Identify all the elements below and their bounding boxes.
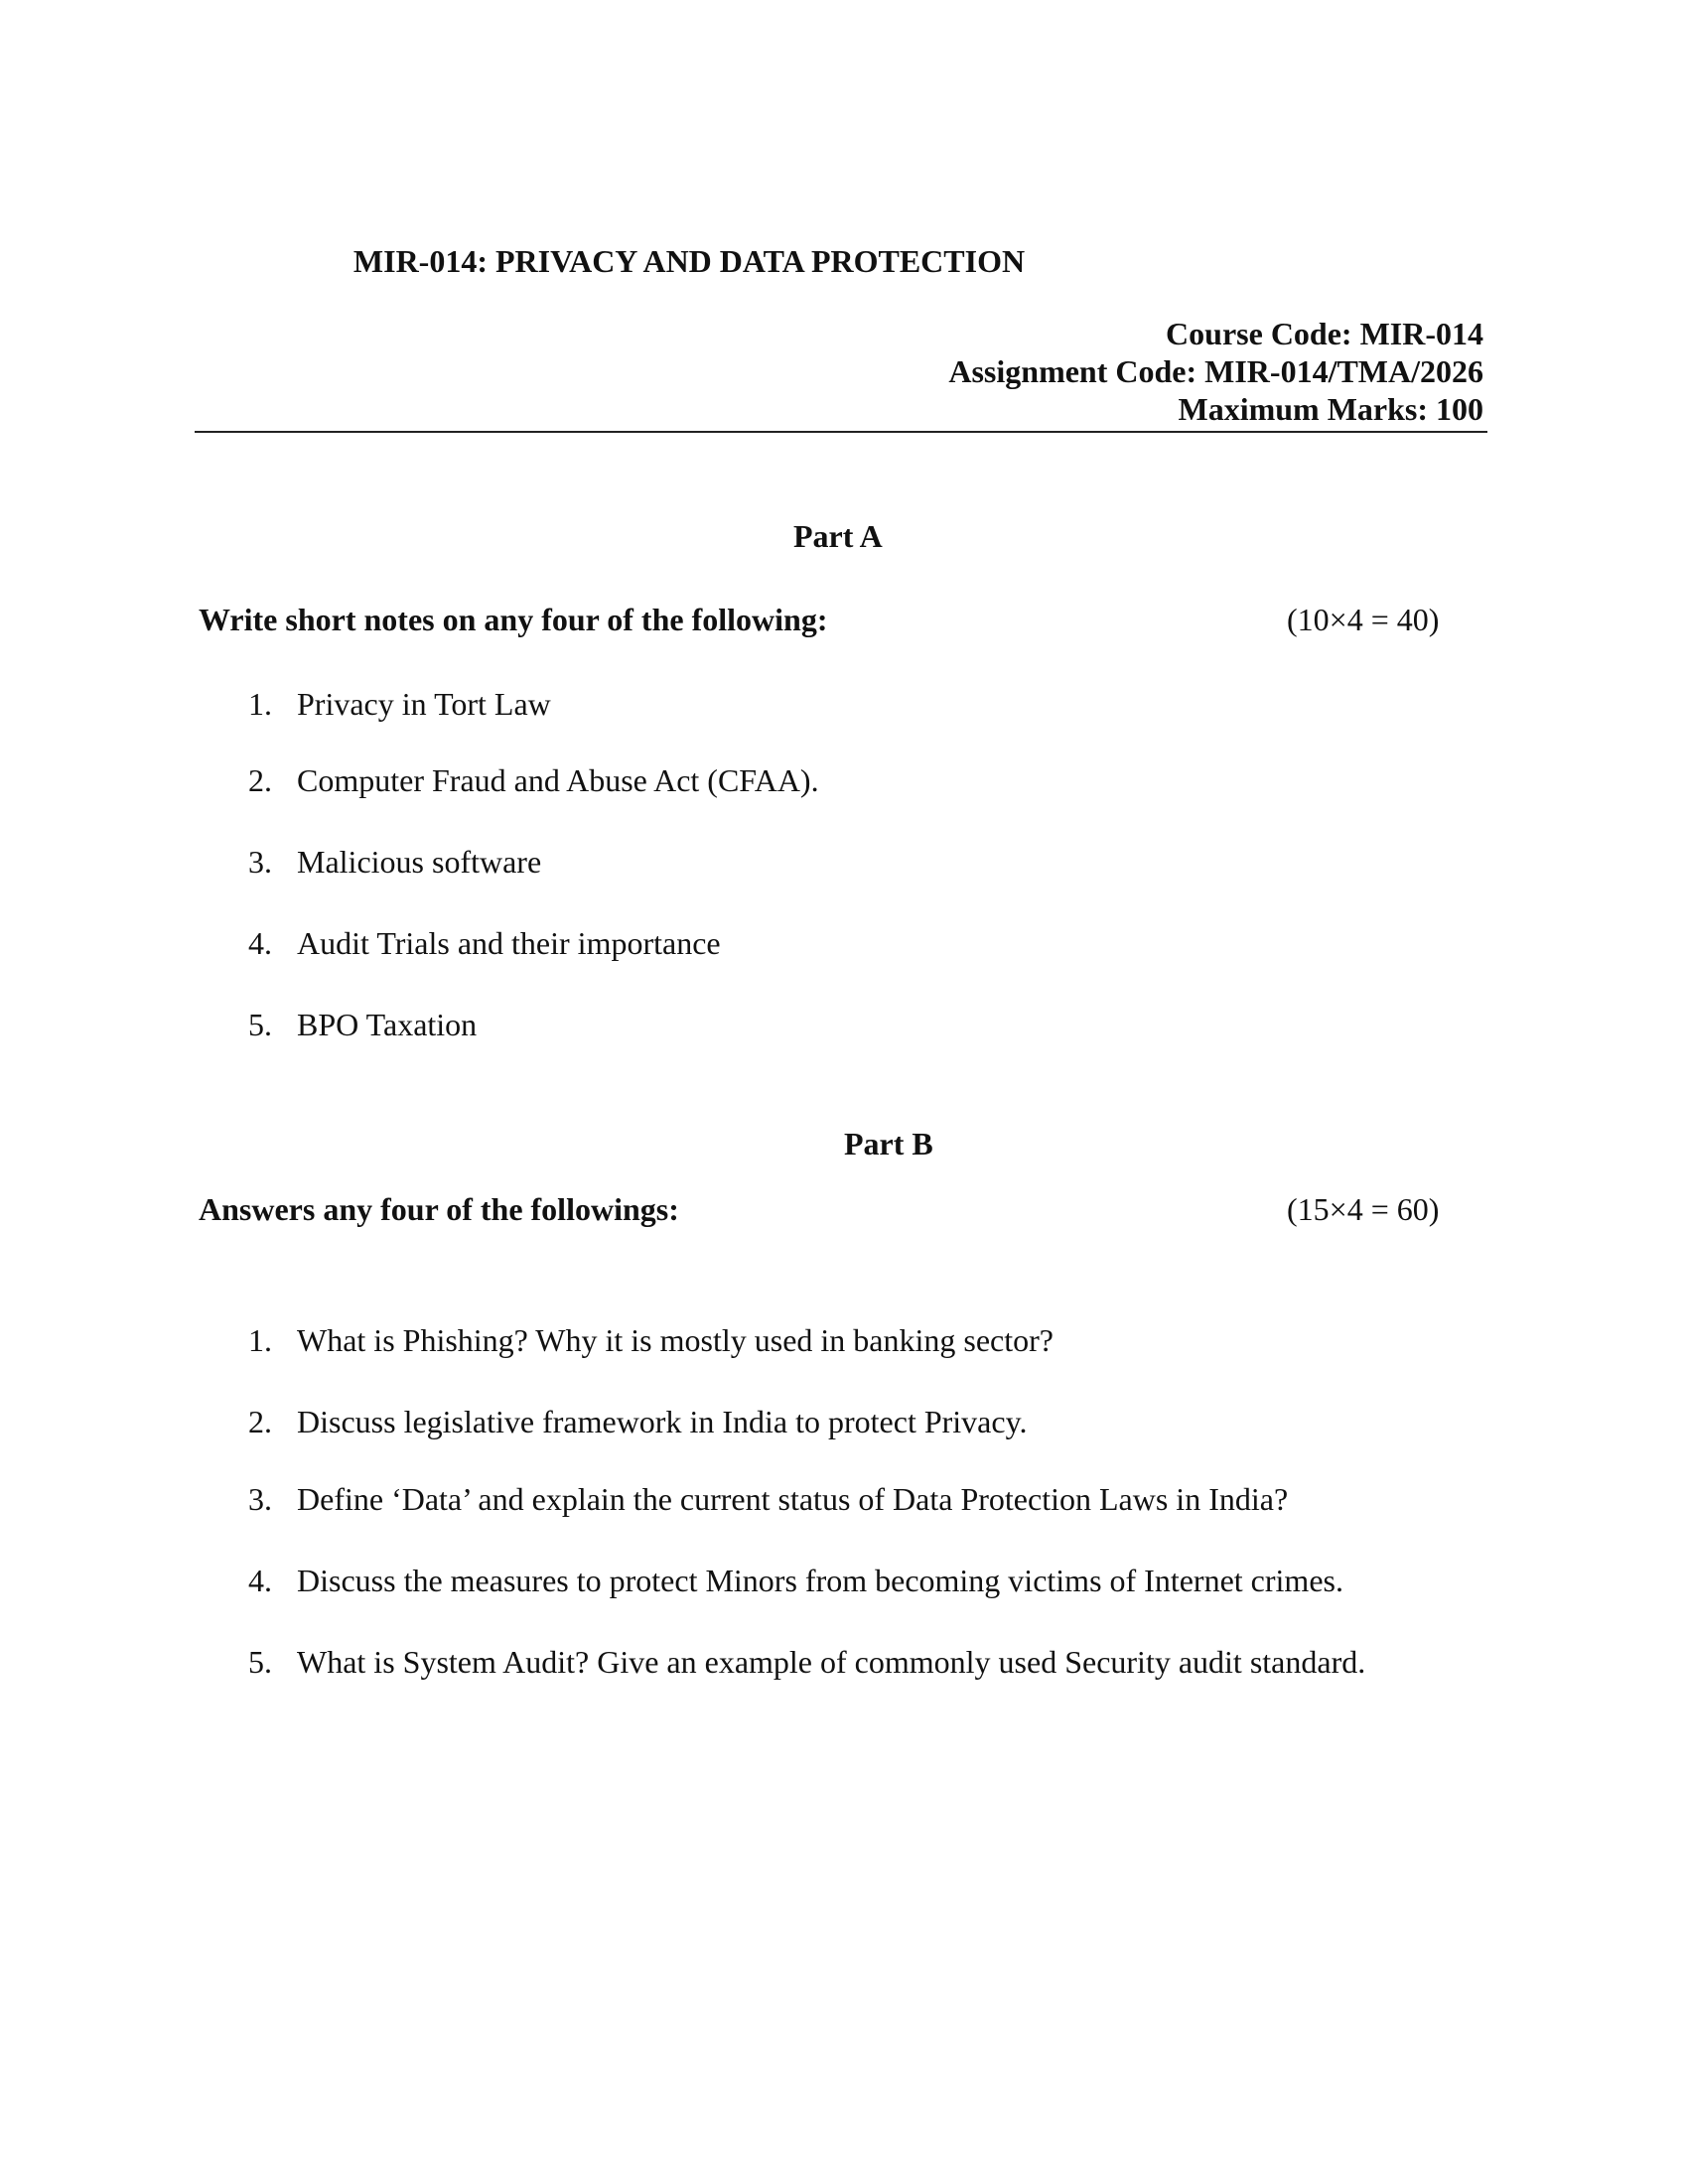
item-number: 4.: [248, 1563, 272, 1598]
item-text: What is System Audit? Give an example of commonly used Security audit standard.: [297, 1644, 1366, 1680]
item-text: Computer Fraud and Abuse Act (CFAA).: [297, 762, 819, 798]
part-a-marks: (10×4 = 40): [1287, 602, 1440, 637]
part-a-instruction: Write short notes on any four of the following:: [199, 602, 828, 637]
document-title: [0, 243, 1688, 280]
item-number: 1.: [248, 1322, 272, 1358]
item-number: 5.: [248, 1007, 272, 1042]
maximum-marks: Maximum Marks: 100: [1178, 391, 1483, 427]
item-number: 3.: [248, 1481, 272, 1517]
assignment-code: Assignment Code: MIR-014/TMA/2026: [948, 353, 1483, 389]
item-text: BPO Taxation: [297, 1007, 478, 1042]
item-text: Privacy in Tort Law: [297, 686, 551, 722]
item-number: 5.: [248, 1644, 272, 1680]
item-text: Malicious software: [297, 844, 542, 880]
item-text: Discuss legislative framework in India to protect Privacy.: [297, 1404, 1028, 1439]
item-text: Discuss the measures to protect Minors from becoming victims of Internet crimes.: [297, 1563, 1343, 1598]
item-number: 3.: [248, 844, 272, 880]
item-number: 1.: [248, 686, 272, 722]
part-b-marks: (15×4 = 60): [1287, 1191, 1440, 1227]
item-text: Define ‘Data’ and explain the current status of Data Protection Laws in India?: [297, 1481, 1289, 1517]
item-number: 2.: [248, 1404, 272, 1439]
item-text: What is Phishing? Why it is mostly used in banking sector?: [297, 1322, 1054, 1358]
course-code: Course Code: MIR-014: [1166, 316, 1483, 351]
header-divider: [195, 431, 1487, 433]
document-title-text: MIR-014: PRIVACY AND DATA PROTECTION: [352, 243, 1026, 279]
item-number: 4.: [248, 925, 272, 961]
part-a-heading: Part A: [793, 518, 883, 554]
item-number: 2.: [248, 762, 272, 798]
part-b-instruction: Answers any four of the followings:: [199, 1191, 679, 1227]
item-text: Audit Trials and their importance: [297, 925, 721, 961]
part-b-heading: Part B: [844, 1126, 933, 1161]
